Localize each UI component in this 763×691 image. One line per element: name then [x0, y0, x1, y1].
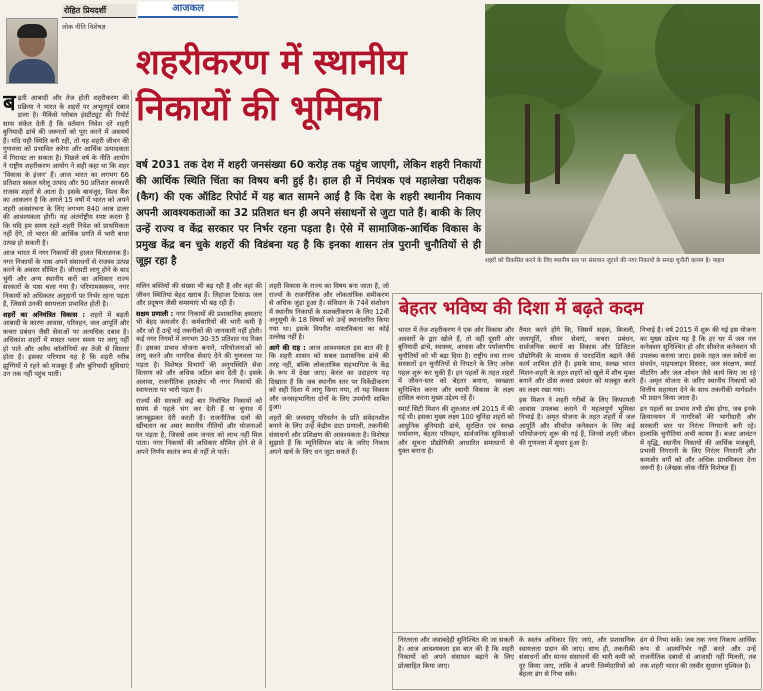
bottom-strip-3: ढंग से निभा सकें। जब तक नगर निकाय आर्थिक रूप से आत्मनिर्भर नहीं बनते और उन्हें राजनीतिक दबावों से आजादी नहीं मिलती, तब तक शहरी भारत की तस्वीर सुधरना मुश्किल है। [640, 636, 756, 670]
bottom-strip-2: के स्वतंत्र अधिकार दिए जाएं, और प्रशासनिक स्वायत्तता प्रदान की जाए। साथ ही, तकनीकी संसाधनों और मानव संसाधनों की भारी कमी को दूर किया जाए, ताकि वे अपनी जिम्मेदारियों को बेहतर ढंग से निभा सकें। [519, 636, 635, 678]
mid-subhead: सक्षम प्रणाली : [136, 309, 174, 318]
box3-para-2: इन पहलों का प्रभाव तभी ठोस होगा, जब इनके क्रियान्वयन में नागरिकों की भागीदारी और सरकारी स्तर पर निरंतर निगरानी बनी रहे। हालांकि चुनौतियां अभी कायम हैं। बजट आवंटन में वृद्धि, स्थानीय निकायों की आर्थिक मजबूती, प्रभावी निगरानी के लिए निरंतर निगरानी और कमजोर वर्गों को और अधिक प्राथमिकता देना जरूरी है। (लेखक लोक नीति विशेषज्ञ हैं) [640, 404, 756, 472]
box-column-2 [519, 326, 635, 628]
author-name: रोहित प्रियदर्शी [62, 4, 136, 18]
third-subhead: आगे की राह : [269, 343, 306, 352]
box2-para-1: तैयार करने होंगे कि, जिसमें सड़क, बिजली, जलापूर्ति, सीवर सेवाएं, कचरा प्रबंधन, सार्वजनिक स्थानों का विकास और डिजिटल प्रौद्योगिकी के माध्यम से पारदर्शिता बढ़ाने जैसे कार्य शामिल होते हैं। इसके साथ, स्वच्छ भारत मिशन-शहरी के तहत शहरों को खुले में शौच मुक्त बनाने और ठोस कचरा प्रबंधन को मजबूत करने का लक्ष्य रखा गया। [519, 326, 635, 394]
photo-caption: शहरों को विकसित करने के लिए स्थानीय स्तर पर संसाधन जुटाने की नगर निकायों के समक्ष चुनौती कायम है। पाइल [485, 258, 725, 264]
author-block [4, 4, 130, 84]
third-para-1: शहरी विकास के राज्य का विषय बना जाता है, जो राज्यों के राजनीतिक और लोकतांत्रिक समीकरण से अधिक जुड़ा हुआ है। संविधान के 74वें संशोधन में स्थानीय निकायों के सशक्तीकरण के लिए 12वीं अनुसूची के 18 विषयों को उन्हें स्थानांतरित किया गया था। इसके विपरीत वास्तविकता का कोई उल्लेख नहीं है। [269, 282, 389, 341]
boxed-story-title: बेहतर भविष्य की दिशा में बढ़ते कदम [399, 298, 644, 319]
left-subhead: शहरों का अनियंत्रित विकास : [3, 310, 86, 319]
left-para-2: आज भारत में नगर निकायों की हालत चिंताजनक है। नगर निकायों के पास अपने संसाधनों से राजस्व उत्पन्न करने के अवसर सीमित हैं। जीएसटी लागू होने के बाद चुंगी और अन्य स्थानीय करों का अधिकार राज्य सरकारों के पास चला गया है। परिणामस्वरूप, नगर निकायों को अधिकतर अनुदानों पर निर्भर रहना पड़ता है, जिससे उनकी स्वायत्तता प्रभावित होती है। [3, 249, 129, 308]
third-column [269, 282, 389, 688]
author-role: लोक नीति विशेषज्ञ [62, 23, 106, 31]
box-column-1 [398, 326, 514, 628]
mid-para-3: राज्यों की सरकारें कई बार निर्वाचित निकायों को समय से पहले भंग कर देती हैं या चुनाव में जानबूझकर देरी करती हैं। राजनीतिक दलों की खींचतान का असर स्थानीय नीतियों और योजनाओं पर पड़ता है, जिससे आम जनता को लाभ नहीं मिल पाता। नगर निकायों की अधिकार सीमित होने से वे अपने निर्णय स्वतंत्र रूप से नहीं ले पाते। [136, 396, 262, 456]
mid-column [136, 282, 262, 688]
mid-para-1: मलिन बस्तियों की संख्या भी बढ़ रही है और वहां की जीवन स्थितियां बेहद खराब हैं। लिहाजा टिकाऊ जल और प्रदूषण जैसी समस्याएं भी बढ़ रही हैं। [136, 282, 262, 307]
box2-para-2: इस मिशन ने शहरी गरीबों के लिए किफायती आवास उपलब्ध कराने में महत्वपूर्ण भूमिका निभाई है। अमृत योजना के तहत शहरों में जल आपूर्ति और सीवरेज कनेक्शन के लिए कई परियोजनाएं शुरू की गई हैं, जिनसे शहरी जीवन की गुणवत्ता में सुधार हुआ है। [519, 396, 635, 447]
left-column [3, 94, 129, 688]
box1-para-1: भारत में तेज शहरीकरण ने एक ओर विकास और अवसरों के द्वार खोले हैं, तो वहीं दूसरी ओर बुनियादी ढांचे, स्वास्थ्य, आवास और पर्यावरणीय चुनौतियों को भी बढ़ा दिया है। राष्ट्रीय तथा राज्य सरकारों इन चुनौतियों से निपटने के लिए अनेक पहल शुरू कर चुकी हैं। इन पहलों के तहत शहरों में जीवन-स्तर को बेहतर बनाना, स्वच्छता सुनिश्चित करना और स्थायी विकास के लक्ष्य हासिल करना मुख्य उद्देश्य रहे हैं। [398, 326, 514, 402]
left-para-1: ढ़ती आबादी और तेज होती शहरीकरण की प्रक्रिया ने भारत के शहरों पर अभूतपूर्व दबाव डाला है। मैकिंसे ग्लोबल इंस्टीट्यूट की रिपोर्ट साफ संकेत देती है कि वर्तमान निवेश दरें शहरी बुनियादी ढांचे की जरूरतों को पूरा करने में असमर्थ हैं। यदि यही स्थिति बनी रही, तो यह शहरी जीवन की गुणवत्ता को प्रभावित करेगा और आर्थिक उत्पादकता में गिरावट ला सकता है। पिछले वर्ष के नीति आयोग ने राष्ट्रीय शहरीकरण आयोग ने सही कहा था कि शहर 'विकास के इंजन' हैं। आज भारत का लगभग 66 प्रतिशत सकल घरेलू उत्पाद और 90 प्रतिशत सरकारी राजस्व शहरों से आता है। इसके बावजूद, विश्व बैंक का आकलन है कि अगले 15 वर्षों में भारत को अपने शहरी अवसंरचना के लिए लगभग 840 अरब डालर की आवश्यकता होगी। यह अंतर्राष्ट्रीय स्पष्ट करता है कि यदि हम समय रहते शहरी निवेश को प्राथमिकता नहीं देंगे, तो भारत की आर्थिक प्रगति में भारी बाधा उत्पन्न हो सकती है। [3, 94, 129, 247]
mid-para-2: नगर निकायों की प्रशासनिक क्षमताएं भी बेहद कमजोर हैं। कर्मचारियों की भारी कमी है और जो हैं उन्हें नई तकनीकों की जानकारी नहीं होती। कई नगर निगमों में लगभग 30-35 प्रतिशत पद रिक्त हैं। इसका प्रभाव योजना बनाने, परियोजनाओं को लागू करने और नागरिक सेवाएं देने की गुणवत्ता पर पड़ता है। विशेषज्ञ विभागों की अनुपस्थिति सेवा वितरण को और अधिक जटिल बना देती है। इसके अलावा, राजनीतिक हस्तक्षेप भी नगर निकायों की स्वायत्तता पर भारी पड़ता है। [136, 309, 262, 394]
headline: शहरीकरण में स्थानीय निकायों की भूमिका [136, 43, 407, 129]
box3-para-1: निभाई है। वर्ष 2015 में शुरू की गई इस योजना का मुख्य उद्देश्य यह है कि हर घर में जल नल कनेक्शन सुनिश्चित हो और सीवरेज कनेक्शन भी उपलब्ध कराया जाए। इसके तहत जल स्त्रोतों का संवर्धन, पाइपलाइन विस्तार, जल संरक्षण, स्मार्ट मीटरिंग और जल शोधन जैसे कार्य किए जा रहे हैं। अमृत योजना के जरिए स्थानीय निकायों को वित्तीय सहायता देने के साथ तकनीकी मार्गदर्शन भी प्रदान किया जाता है। [640, 326, 756, 402]
deck-intro: वर्ष 2031 तक देश में शहरी जनसंख्या 60 करोड़ तक पहुंच जाएगी, लेकिन शहरी निकायों की आर्थिक स्थिति चिंता का विषय बनी हुई है। हाल ही में नियंत्रक एवं महालेखा परीक्षक (कैग) की एक ऑडिट रिपोर्ट में यह बात सामने आई है कि देश के शहरी स्थानीय निकाय अपनी आवश्यकताओं का 32 प्रतिशत धन ही अपने संसाधनों से जुटा पाते हैं। बाकी के लिए उन्हें राज्य व केंद्र सरकार पर निर्भर रहना पड़ता है। ऐसे में सामाजिक-आर्थिक विकास के प्रमुख केंद्र बन चुके शहरों की विडंबना यह है कि इनका शासन तंत्र पुरानी चुनौतियों से ही जूझ रहा है [136, 159, 481, 267]
section-tag: आजकल [138, 2, 238, 18]
third-para-3: शहरों की जलवायु परिवर्तन के प्रति संवेदनशील बनाने के लिए उन्हें केंद्रीय डाटा प्रणाली, तकनीकी संसाधनों और प्रशिक्षण की आवश्यकता है। विशेषज्ञ सुझाते हैं कि म्यूनिसिपल बांड के जरिए निकाय अपने खर्च के लिए धन जुटा सकते हैं। [269, 413, 389, 456]
author-photo [6, 18, 58, 84]
bottom-strip-1: निरंतरता और जवाबदेही सुनिश्चित की जा सकती है। आज आवश्यकता इस बात की है कि शहरी निकायों को अपने संसाधन बढ़ाने के लिए प्रोत्साहित किया जाए। [398, 636, 514, 670]
article-photo [485, 4, 760, 254]
third-para-2: आज आवश्यकता इस बात की है कि शहरी शासन को सबल प्रशासनिक ढांचे की तरह नहीं, बल्कि लोकतांत्रिक सहभागिता के केंद्र के रूप में देखा जाए। केरल का उदाहरण यह दिखाता है कि जब स्थानीय स्तर पर विकेंद्रीकरण को सही दिशा में लागू किया गया, तो यह विकास और जनसहभागिता दोनों के लिए उपयोगी साबित हुआ। [269, 343, 389, 411]
box-column-3 [640, 326, 756, 628]
dropcap: ब [3, 94, 16, 116]
box1-para-2: स्मार्ट सिटी मिशन की शुरुआत वर्ष 2015 में की गई थी। इसका मुख्य लक्ष्य 100 चुनिंदा शहरों को आधुनिक बुनियादी ढांचे, सुरक्षित एवं स्वच्छ पर्यावरण, बेहतर परिवहन, सार्वजनिक सुविधाओं और सूचना प्रौद्योगिकी आधारित समाधानों से युक्त बनाना है। [398, 404, 514, 455]
left-para-3: शहरों में बढ़ती आबादी के कारण आवास, परिवहन, जल आपूर्ति और कचरा प्रबंधन जैसी सेवाओं पर अत्यधिक दबाव है। अधिकांश शहरों में मास्टर प्लान समय पर लागू नहीं हो पाते और अवैध कॉलोनियों का तेजी से विस्तार होता है। इसका परिणाम यह है कि शहरी गरीब झुग्गियों में रहने को मजबूर हैं और बुनियादी सुविधाएं उन तक नहीं पहुंच पातीं। [3, 310, 129, 378]
